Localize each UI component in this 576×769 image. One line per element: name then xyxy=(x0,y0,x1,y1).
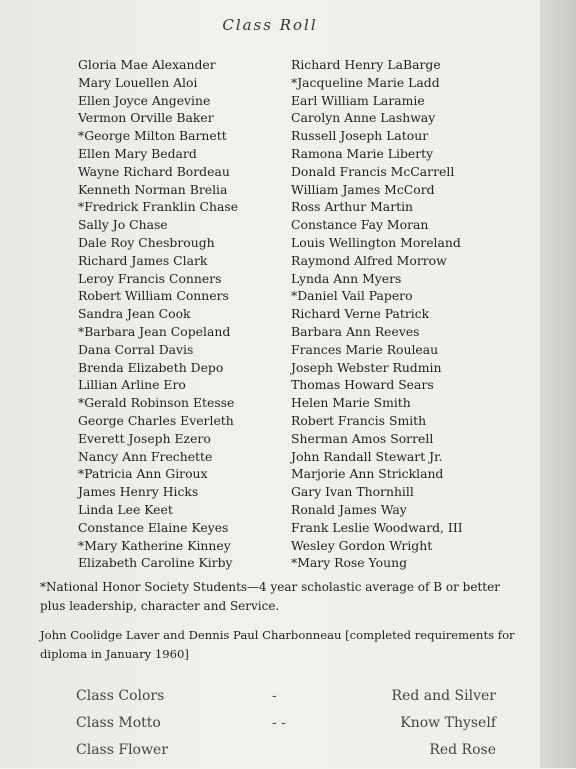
student-name: *Daniel Vail Papero xyxy=(291,288,413,304)
student-name: Robert Francis Smith xyxy=(291,412,427,428)
student-name: Russell Joseph Latour xyxy=(291,128,429,144)
student-name: Lynda Ann Myers xyxy=(291,270,402,286)
student-name: Wayne Richard Bordeau xyxy=(78,163,230,179)
student-name: Nancy Ann Frechette xyxy=(78,448,213,464)
student-name: *Gerald Robinson Etesse xyxy=(78,395,235,411)
class-info-dash: - - xyxy=(272,715,286,731)
student-name: *Jacqueline Marie Ladd xyxy=(291,74,440,90)
student-name: Ronald James Way xyxy=(291,501,407,517)
student-name: Sherman Amos Sorrell xyxy=(291,430,434,446)
student-name: Louis Wellington Moreland xyxy=(291,234,461,250)
student-name: Richard James Clark xyxy=(78,252,208,268)
student-name: Gary Ivan Thornhill xyxy=(291,484,414,500)
student-name: James Henry Hicks xyxy=(78,484,199,500)
student-name: Sandra Jean Cook xyxy=(78,306,191,322)
student-name: Mary Louellen Aloi xyxy=(78,74,198,90)
class-info-value: Red Rose xyxy=(429,742,496,758)
class-info-value: Know Thyself xyxy=(400,715,496,731)
student-name: Brenda Elizabeth Depo xyxy=(78,359,224,375)
honor-society-footnote: *National Honor Society Students—4 year scholastic average of B or better plus leadership, character and Service. xyxy=(40,580,500,613)
student-name: Ellen Mary Bedard xyxy=(78,145,197,161)
student-name: Constance Elaine Keyes xyxy=(78,519,229,535)
student-name: Gloria Mae Alexander xyxy=(78,57,216,72)
student-name: Vermon Orville Baker xyxy=(78,110,214,126)
student-name: John Randall Stewart Jr. xyxy=(291,448,443,464)
student-name: Lillian Arline Ero xyxy=(78,377,186,393)
student-name: Barbara Ann Reeves xyxy=(291,323,420,339)
class-info-dash: - xyxy=(272,688,277,704)
class-info-label: Class Colors xyxy=(76,688,165,704)
student-name: Sally Jo Chase xyxy=(78,217,168,233)
student-name: Dana Corral Davis xyxy=(78,341,194,357)
names-left-column xyxy=(78,56,278,572)
student-name: *George Milton Barnett xyxy=(78,128,227,144)
student-name: *Patricia Ann Giroux xyxy=(78,466,208,482)
class-info-label: Class Motto xyxy=(76,715,161,731)
student-name: Wesley Gordon Wright xyxy=(291,537,433,553)
student-name: Ramona Marie Liberty xyxy=(291,145,434,161)
class-info-value: Red and Silver xyxy=(391,688,496,704)
student-name: Ross Arthur Martin xyxy=(291,199,414,215)
student-name: Leroy Francis Conners xyxy=(78,270,222,286)
class-info-label: Class Flower xyxy=(76,742,168,758)
student-name: *Mary Katherine Kinney xyxy=(78,537,231,553)
student-name: Helen Marie Smith xyxy=(291,395,411,411)
class-info-row xyxy=(76,742,496,769)
student-name: Thomas Howard Sears xyxy=(291,377,434,393)
student-name: Dale Roy Chesbrough xyxy=(78,234,215,250)
student-name: Elizabeth Caroline Kirby xyxy=(78,555,233,571)
page-title: Class Roll xyxy=(222,16,318,34)
student-name: Joseph Webster Rudmin xyxy=(291,359,442,375)
class-info-row xyxy=(76,688,496,715)
names-right-column xyxy=(291,56,531,572)
student-name: Ellen Joyce Angevine xyxy=(78,92,211,108)
student-name: Richard Henry LaBarge xyxy=(291,57,441,72)
class-info xyxy=(76,688,496,769)
student-name: Carolyn Anne Lashway xyxy=(291,110,436,126)
student-name: Earl William Laramie xyxy=(291,92,425,108)
student-name: Linda Lee Keet xyxy=(78,501,173,517)
january-diploma-note: John Coolidge Laver and Dennis Paul Charbonneau [completed requirements for diploma in January 1960] xyxy=(40,628,515,661)
student-name: Everett Joseph Ezero xyxy=(78,430,211,446)
student-name: William James McCord xyxy=(291,181,435,197)
student-name: Robert William Conners xyxy=(78,288,229,304)
student-name: Frances Marie Rouleau xyxy=(291,341,439,357)
student-name: Frank Leslie Woodward, III xyxy=(291,519,463,535)
student-name: *Barbara Jean Copeland xyxy=(78,323,231,339)
student-name: Donald Francis McCarrell xyxy=(291,163,455,179)
student-name: George Charles Everleth xyxy=(78,412,234,428)
student-name: *Mary Rose Young xyxy=(291,555,408,571)
page-edge xyxy=(540,0,576,768)
student-name: Raymond Alfred Morrow xyxy=(291,252,447,268)
student-name: Constance Fay Moran xyxy=(291,217,429,233)
student-name: Kenneth Norman Brelia xyxy=(78,181,228,197)
class-info-row xyxy=(76,715,496,742)
student-name: *Fredrick Franklin Chase xyxy=(78,199,239,215)
student-name: Marjorie Ann Strickland xyxy=(291,466,444,482)
student-name: Richard Verne Patrick xyxy=(291,306,430,322)
